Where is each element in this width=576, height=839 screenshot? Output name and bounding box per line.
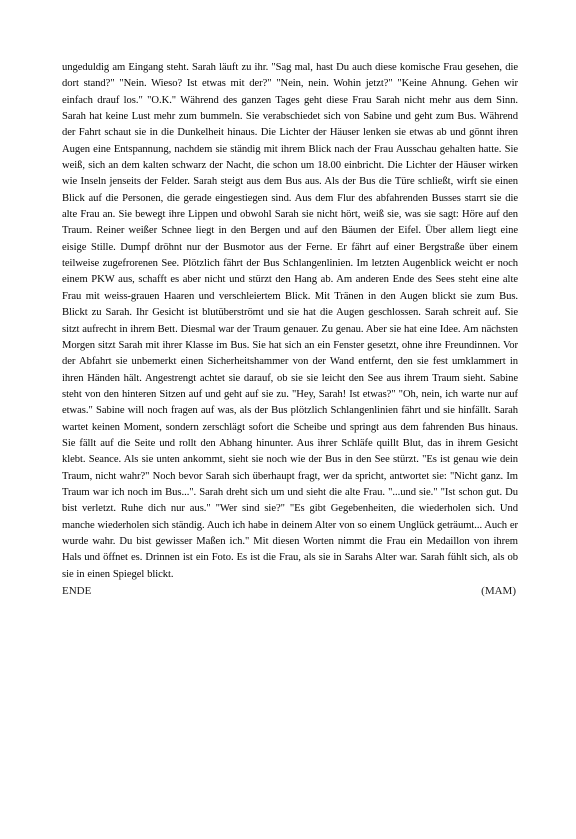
author-initials: (MAM) — [481, 585, 516, 597]
story-text: ungeduldig am Eingang steht. Sarah läuft zu ihr. "Sag mal, hast Du auch diese komische Frau gesehen, die dort stand?" "Nein. Wieso? Ist etwas mit der?" "Nein, nein. Wohin jetzt?" "Keine Ahnung. Gehen wir einfach drauf los." "O.K." Während des ganzen Tages geht diese Frau Sarah nicht mehr aus dem Sinn. Sarah hat keine Lust mehr zum bummeln. Sie verabschiedet sich von Sabine und geht zum Bus. Während der Fahrt schaut sie in die Dunkelheit hinaus. Die Lichter der Häuser lenken sie etwas ab und gönnt ihren Augen eine Entspannung, nachdem sie ständig mit ihrem Blick nach der Frau Ausschau gehalten hatte. Sie weiß, sich an dem kalten schwarz der Nacht, die schon um 18.00 einbricht. Die Lichter der Häuser wirken wie Inseln jenseits der Felder. Sarah steigt aus dem Bus aus. Als der Bus die Türe schließt, wirft sie einen Blick auf die Personen, die gerade eingestiegen sind. Aus dem Flur des abfahrenden Busses starrt sie die alte Frau an. Sie bewegt ihre Lippen und obwohl Sarah sie nicht hört, weiß sie, was sie sagt: Höre auf den Traum. Reiner weißer Schnee liegt in den Bergen und auf den Bäumen der Eifel. Über allem liegt eine eisige Stille. Dumpf dröhnt nur der Busmotor aus der Ferne. Er fährt auf einer Bergstraße über einem teilweise zugefrorenen See. Plötzlich fährt der Bus Schlangenlinien. Im letzten Augenblick weicht er noch einem PKW aus, schafft es aber nicht und stürzt den Hang ab. Am anderen Ende des Sees steht eine alte Frau mit weiss-grauen Haaren und verschleiertem Blick. Mit Tränen in den Augen blickt sie zum Bus. Blickt zu Sarah. Ihr Gesicht ist blutüberströmt und sie hat die Augen geschlossen. Sarah schreit auf. Sie sitzt aufrecht in ihrem Bett. Diesmal war der Traum genauer. Zu genau. Aber sie hat eine Idee. Am nächsten Morgen sitzt Sarah mit ihrer Klasse im Bus. Sie hat sich an ein Fenster gesetzt, ohne ihre Freundinnen. Vor der Abfahrt sie unbemerkt einen Sicherheitshammer von der Wand entfernt, den sie fest umklammert in ihren Händen hält. Angestrengt achtet sie darauf, ob sie sie leicht den See aus ihrem Traum sieht. Sabine steht von den hinteren Sitzen auf und geht auf sie zu. "Hey, Sarah! Ist etwas?" "Oh, nein, ich warte nur auf etwas." Sabine will noch fragen auf was, als der Bus plötzlich Schlangenlinien fährt und sie hinfällt. Sarah wartet keinen Moment, sondern zerschlägt sofort die Scheibe und springt aus dem fahrenden Bus hinaus. Sie fällt auf die Seite und rollt den Abhang hinunter. Aus ihrer Schläfe quillt Blut, das in ihrem Gesicht klebt. Seance. Als sie unten ankommt, sieht sie noch wie der Bus in den See stürzt. "Es ist genau wie dein Traum, nicht wahr?" Noch bevor Sarah sich überhaupt fragt, wer da spricht, antwortet sie: "Nicht ganz. Im Traum war ich noch im Bus...". Sarah dreht sich um und sieht die alte Frau. "...und sie." "Ist schon gut. Du bist verletzt. Ruhe dich nur aus." "Wer sind sie?" "Es gibt Gegebenheiten, die wiederholen sich. Und manche wiederholen sich ständig. Auch ich habe in deinem Alter von so einem Unglück geträumt... Auch er wurde wahr. Du bist gewisser Maßen ich." Mit diesen Worten nimmt die Frau ein Medaillon von ihrem Hals und öffnet es. Drinnen ist ein Foto. Es ist die Frau, als sie in Sarahs Alter war. Sarah fühlt sich, als ob sie in einen Spiegel blickt. — [62, 62, 518, 580]
closing-line — [62, 583, 518, 599]
document-page — [62, 60, 518, 599]
end-label: ENDE — [62, 585, 92, 597]
